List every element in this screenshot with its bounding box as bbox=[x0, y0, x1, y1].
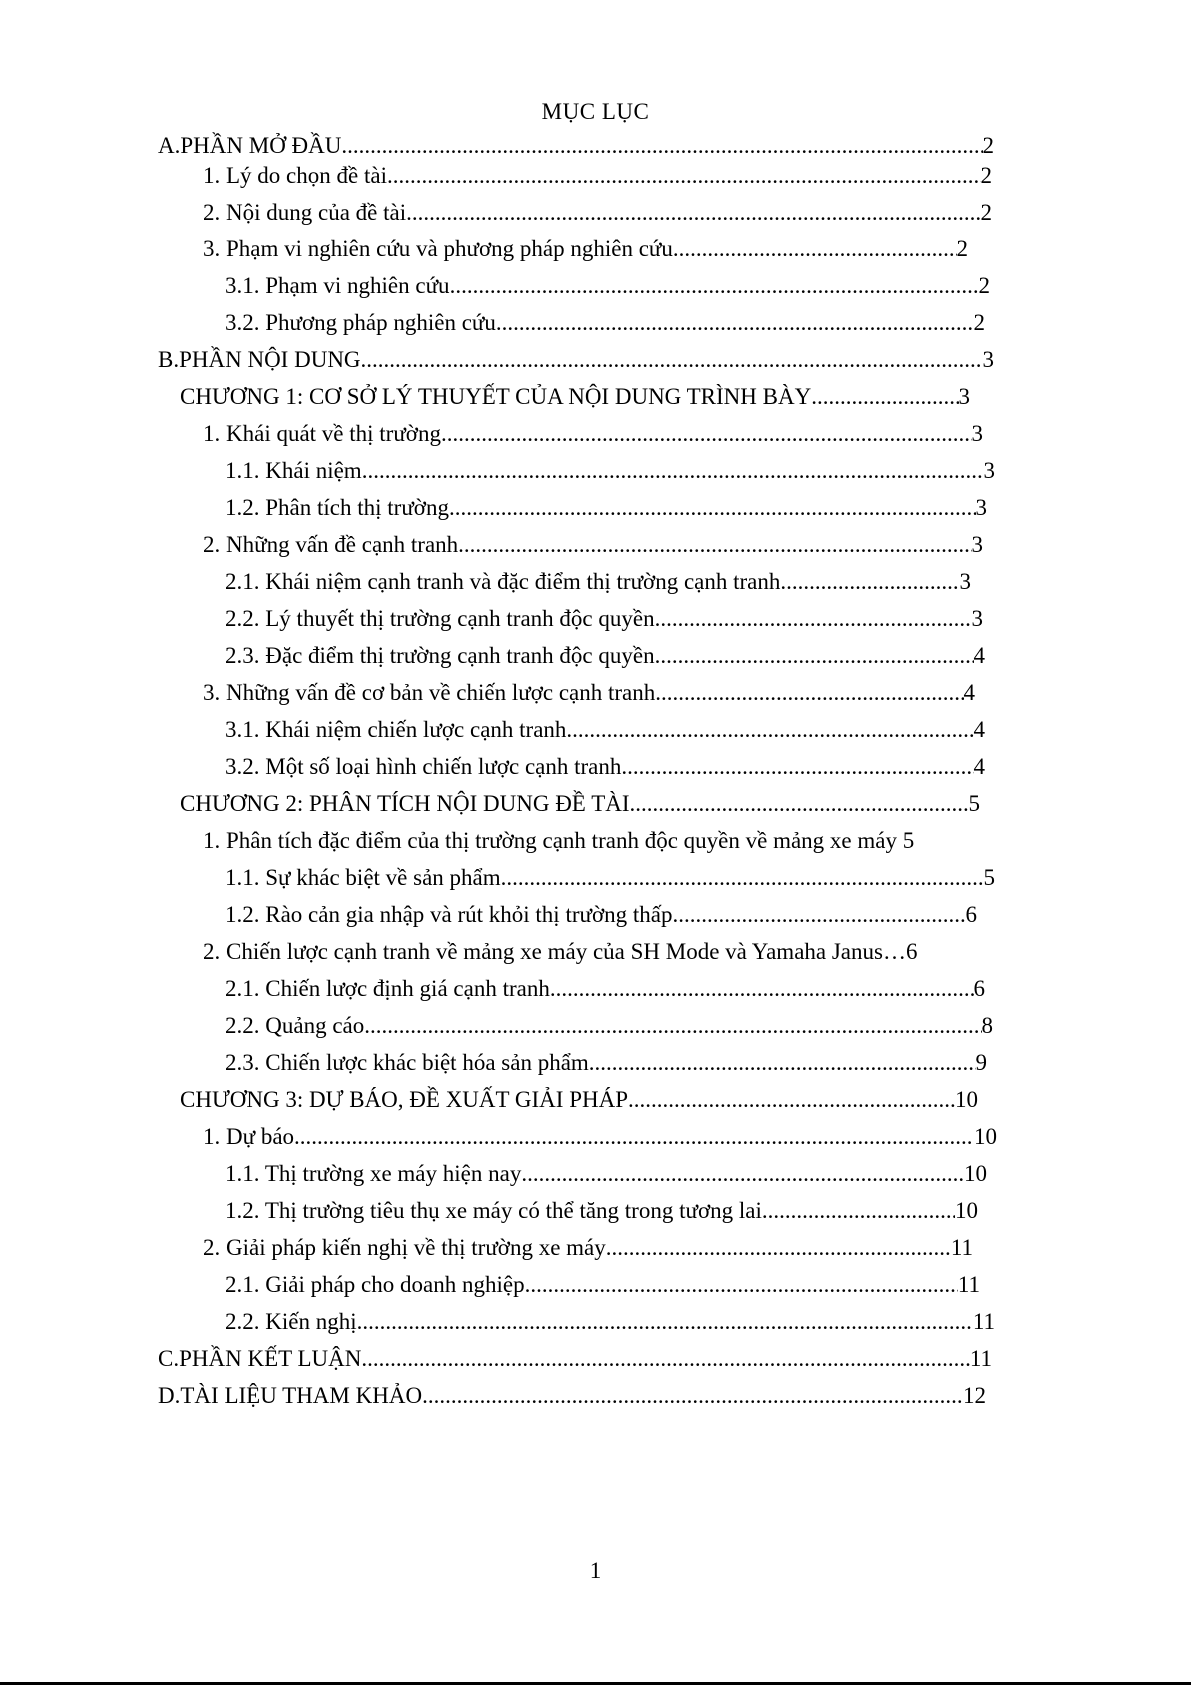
toc-leader bbox=[606, 1232, 951, 1264]
toc-page-number: 5 bbox=[983, 865, 995, 890]
page-number: 1 bbox=[589, 1558, 602, 1583]
toc-leader bbox=[762, 1195, 955, 1227]
toc-entry-text: PHẦN NỘI DUNG bbox=[179, 347, 361, 372]
toc-entry-text: 2.3. Chiến lược khác biệt hóa sản phẩm bbox=[225, 1050, 589, 1075]
toc-entry[interactable] bbox=[225, 307, 985, 339]
toc-page-number: 3 bbox=[971, 532, 983, 557]
toc-entry[interactable] bbox=[225, 640, 985, 672]
toc-page-number: 3 bbox=[958, 384, 970, 409]
toc-entry-text: 2.2. Kiến nghị bbox=[225, 1309, 357, 1334]
toc-page-number: 2 bbox=[978, 273, 990, 298]
toc-entry-text: 1.1. Thị trường xe máy hiện nay bbox=[225, 1161, 522, 1186]
toc-page-number: 10 bbox=[974, 1124, 997, 1149]
toc-entry-text: 3.1. Khái niệm chiến lược cạnh tranh bbox=[225, 717, 567, 742]
toc-entry[interactable] bbox=[203, 1232, 973, 1264]
toc-page-number: 2 bbox=[973, 310, 985, 335]
toc-leader bbox=[362, 455, 984, 487]
toc-entry-text: 3.2. Một số loại hình chiến lược cạnh tranh bbox=[225, 754, 622, 779]
toc-entry[interactable] bbox=[225, 1158, 987, 1190]
toc-entry-chapter[interactable] bbox=[180, 1084, 978, 1116]
toc-leader bbox=[628, 1084, 955, 1116]
toc-entry[interactable] bbox=[225, 455, 995, 487]
toc-leader bbox=[655, 677, 963, 709]
toc-page-number: 2 bbox=[980, 200, 992, 225]
toc-entry-section-b[interactable] bbox=[158, 344, 994, 376]
toc-page-number: 10 bbox=[955, 1087, 978, 1112]
toc-entry-text: 1. Lý do chọn đề tài bbox=[203, 163, 387, 188]
toc-entry[interactable] bbox=[225, 492, 987, 524]
toc-entry-text: 2. Giải pháp kiến nghị về thị trường xe máy bbox=[203, 1235, 606, 1260]
toc-entry-text: 2.3. Đặc điểm thị trường cạnh tranh độc quyền bbox=[225, 643, 655, 668]
toc-entry-section-d[interactable] bbox=[158, 1380, 986, 1412]
toc-marker: B. bbox=[158, 347, 180, 372]
toc-page-number: 11 bbox=[957, 1272, 980, 1297]
toc-entry[interactable] bbox=[225, 751, 985, 783]
toc-entry[interactable] bbox=[203, 529, 983, 561]
toc-entry-text: 1. Phân tích đặc điểm của thị trường cạnh tranh độc quyền về mảng xe máy 5 bbox=[203, 828, 915, 853]
toc-marker: C. bbox=[158, 1346, 180, 1371]
toc-entry[interactable] bbox=[225, 973, 985, 1005]
toc-leader bbox=[387, 160, 981, 192]
toc-title: MỤC LỤC bbox=[541, 99, 650, 124]
toc-page-number: 11 bbox=[950, 1235, 973, 1260]
toc-entry-text: PHẦN KẾT LUẬN bbox=[179, 1346, 362, 1371]
toc-page-number: 3 bbox=[982, 347, 994, 372]
toc-leader bbox=[458, 529, 971, 561]
toc-page-number: 3 bbox=[971, 606, 983, 631]
toc-entry-text: 2. Những vấn đề cạnh tranh bbox=[203, 532, 459, 557]
toc-leader bbox=[811, 381, 958, 413]
toc-entry-text: 3. Những vấn đề cơ bản về chiến lược cạnh tranh bbox=[203, 680, 656, 705]
toc-page-number: 8 bbox=[981, 1013, 993, 1038]
toc-page-number: 4 bbox=[963, 680, 975, 705]
toc-entry[interactable] bbox=[225, 1010, 993, 1042]
toc-leader bbox=[294, 1121, 974, 1153]
toc-entry[interactable] bbox=[225, 566, 971, 598]
toc-page-number: 12 bbox=[963, 1383, 986, 1408]
toc-leader bbox=[780, 566, 959, 598]
toc-leader bbox=[449, 492, 976, 524]
toc-leader bbox=[550, 973, 974, 1005]
toc-entry[interactable] bbox=[225, 714, 985, 746]
toc-marker: A. bbox=[158, 133, 181, 158]
toc-entry-text: 2. Chiến lược cạnh tranh về mảng xe máy của SH Mode và Yamaha Janus…6 bbox=[203, 939, 918, 964]
toc-page-number: 10 bbox=[955, 1198, 978, 1223]
toc-marker: D. bbox=[158, 1383, 181, 1408]
toc-page-number: 6 bbox=[965, 902, 977, 927]
toc-entry[interactable] bbox=[225, 1306, 995, 1338]
toc-entry-text: 3.1. Phạm vi nghiên cứu bbox=[225, 273, 450, 298]
toc-entry-text: PHẦN MỞ ĐẦU bbox=[180, 133, 342, 158]
toc-leader bbox=[361, 344, 983, 376]
toc-leader bbox=[496, 307, 974, 339]
toc-entry[interactable] bbox=[225, 270, 990, 302]
toc-page-number: 3 bbox=[983, 458, 995, 483]
toc-entry[interactable] bbox=[203, 1121, 997, 1153]
toc-page-number: 3 bbox=[975, 495, 987, 520]
toc-entry[interactable] bbox=[203, 936, 1003, 968]
toc-page-number: 5 bbox=[968, 791, 980, 816]
toc-entry-text: 2.2. Lý thuyết thị trường cạnh tranh độc quyền bbox=[225, 606, 655, 631]
toc-entry[interactable] bbox=[225, 1195, 978, 1227]
toc-page-number: 3 bbox=[971, 421, 983, 446]
toc-entry-text: 2.1. Giải pháp cho doanh nghiệp bbox=[225, 1272, 525, 1297]
toc-leader bbox=[422, 1380, 963, 1412]
toc-leader bbox=[566, 714, 973, 746]
toc-entry[interactable] bbox=[225, 1269, 980, 1301]
toc-page-number: 2 bbox=[982, 133, 994, 158]
toc-entry-text: 2.1. Chiến lược định giá cạnh tranh bbox=[225, 976, 550, 1001]
toc-leader bbox=[655, 603, 972, 635]
toc-entry-chapter[interactable] bbox=[180, 788, 980, 820]
toc-entry[interactable] bbox=[203, 825, 1003, 857]
toc-page-number: 6 bbox=[973, 976, 985, 1001]
toc-entry-text: 1.2. Thị trường tiêu thụ xe máy có thể tăng trong tương lai bbox=[225, 1198, 762, 1223]
toc-entry-chapter[interactable] bbox=[180, 381, 970, 413]
toc-page-number: 4 bbox=[973, 754, 985, 779]
toc-leader bbox=[655, 640, 974, 672]
toc-leader bbox=[589, 1047, 976, 1079]
toc-page-number: 4 bbox=[973, 717, 985, 742]
toc-leader bbox=[364, 1010, 981, 1042]
toc-leader bbox=[621, 751, 973, 783]
toc-page-number: 10 bbox=[964, 1161, 987, 1186]
toc-leader bbox=[672, 899, 965, 931]
toc-leader bbox=[441, 418, 972, 450]
toc-leader bbox=[406, 197, 980, 229]
toc-entry-text: 2. Nội dung của đề tài bbox=[203, 200, 407, 225]
toc-page-number: 11 bbox=[969, 1346, 992, 1371]
toc-entry-text: 1.2. Phân tích thị trường bbox=[225, 495, 449, 520]
toc-entry[interactable] bbox=[203, 160, 992, 192]
toc-entry[interactable] bbox=[203, 677, 975, 709]
toc-entry-text: 1.1. Khái niệm bbox=[225, 458, 362, 483]
toc-entry-section-c[interactable] bbox=[158, 1343, 992, 1375]
toc-entry-text: 1. Khái quát về thị trường bbox=[203, 421, 441, 446]
toc-entry-section-a[interactable] bbox=[158, 130, 994, 162]
toc-entry-text: 3.2. Phương pháp nghiên cứu bbox=[225, 310, 496, 335]
toc-page-number: 9 bbox=[975, 1050, 987, 1075]
toc-page-number: 11 bbox=[972, 1309, 995, 1334]
toc-entry[interactable] bbox=[203, 233, 968, 265]
toc-page-number: 4 bbox=[973, 643, 985, 668]
toc-entry[interactable] bbox=[225, 862, 995, 894]
toc-entry-text: CHƯƠNG 1: CƠ SỞ LÝ THUYẾT CỦA NỘI DUNG TRÌNH BÀY bbox=[180, 384, 812, 409]
toc-entry-text: 2.2. Quảng cáo bbox=[225, 1013, 365, 1038]
toc-leader bbox=[521, 1158, 964, 1190]
toc-entry[interactable] bbox=[203, 418, 983, 450]
toc-entry-text: 1.1. Sự khác biệt về sản phẩm bbox=[225, 865, 501, 890]
toc-entry-text: CHƯƠNG 2: PHÂN TÍCH NỘI DUNG ĐỀ TÀI bbox=[180, 791, 630, 816]
toc-entry[interactable] bbox=[225, 603, 983, 635]
toc-entry-text: 1.2. Rào cản gia nhập và rút khỏi thị trường thấp bbox=[225, 902, 673, 927]
toc-entry[interactable] bbox=[225, 1047, 987, 1079]
toc-entry-text: CHƯƠNG 3: DỰ BÁO, ĐỀ XUẤT GIẢI PHÁP bbox=[180, 1087, 628, 1112]
toc-entry[interactable] bbox=[225, 899, 977, 931]
toc-entry-text: 3. Phạm vi nghiên cứu và phương pháp nghiên cứu bbox=[203, 236, 673, 261]
toc-entry[interactable] bbox=[203, 197, 992, 229]
toc-leader bbox=[450, 270, 979, 302]
toc-leader bbox=[630, 788, 969, 820]
toc-leader bbox=[525, 1269, 958, 1301]
toc-leader bbox=[501, 862, 984, 894]
toc-leader bbox=[673, 233, 957, 265]
toc-leader bbox=[357, 1306, 973, 1338]
toc-entry-text: 2.1. Khái niệm cạnh tranh và đặc điểm thị trường cạnh tranh bbox=[225, 569, 781, 594]
toc-entry-text: 1. Dự báo bbox=[203, 1124, 295, 1149]
toc-leader bbox=[361, 1343, 969, 1375]
toc-page-number: 2 bbox=[956, 236, 968, 261]
toc-entry-text: TÀI LIỆU THAM KHẢO bbox=[180, 1383, 423, 1408]
toc-leader bbox=[341, 130, 982, 162]
toc-page-number: 3 bbox=[959, 569, 971, 594]
toc-page-number: 2 bbox=[980, 163, 992, 188]
